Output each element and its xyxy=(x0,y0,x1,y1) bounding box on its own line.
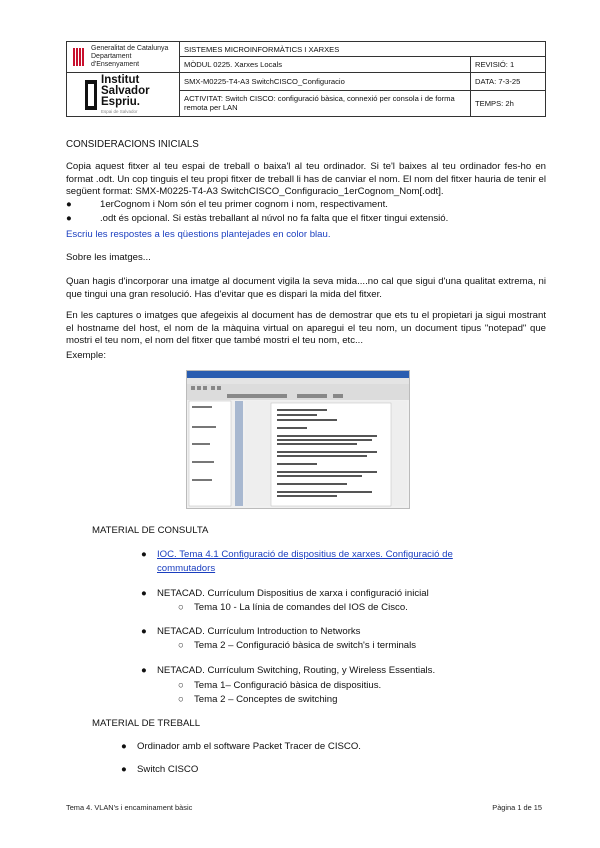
generalitat-line-1: Generalitat de Catalunya xyxy=(91,45,169,52)
list-item xyxy=(157,562,215,575)
sub-item-text: Tema 2 – Conceptes de switching xyxy=(194,694,338,705)
generalitat-logo xyxy=(67,42,180,73)
sub-item-text: Tema 10 - La línia de comandes del IOS de Cisco. xyxy=(194,602,408,613)
paragraph-image-size: Quan hagis d'incorporar una imatge al document vigila la seva mida....no cal que sigui d'una qualitat extrema, ni que tingui una gran resolució. Has d'evitar que es dispari la mida del fitxer. xyxy=(66,276,546,300)
header-activity-code: SMX-M0225-T4-A3 SwitchCISCO_Configuracio xyxy=(180,73,471,91)
institut-subtext: Espai de Salvador xyxy=(101,109,138,114)
list-item-text: NETACAD. Currículum Dispositius de xarxa i configuració inicial xyxy=(157,588,429,599)
example-screenshot-graphic xyxy=(187,371,409,508)
bullet-icon: ● xyxy=(66,199,72,210)
paragraph-image-ownership: En les captures o imatges que afegeixis al document has de demostrar que ets tu el propietari ja sigui mostrant el hostname del host, el nom de la màquina virtual on aparegui el teu nom, un document tipus "notepad" que mostri el teu nom, el nom del fitxer que també mostri el teu nom, etc... xyxy=(66,310,546,347)
bullet-text: .odt és opcional. Si estàs treballant al núvol no fa falta que el fitxer tingui extensió. xyxy=(100,213,449,224)
list-item-text: NETACAD. Currículum Switching, Routing, y Wireless Essentials. xyxy=(157,665,436,676)
header-revision: REVISIÓ: 1 xyxy=(471,57,546,73)
header-table xyxy=(66,41,546,117)
list-item xyxy=(178,679,382,692)
list-item xyxy=(121,763,199,776)
footer-page-number: Pàgina 1 de 15 xyxy=(492,803,542,812)
header-time: TEMPS: 2h xyxy=(471,90,546,116)
bullet-icon: ● xyxy=(141,665,147,676)
sub-bullet-icon: ○ xyxy=(178,680,184,691)
list-item xyxy=(141,548,453,561)
generalitat-line-2: Departament xyxy=(91,53,132,60)
generalitat-line-3: d'Ensenyament xyxy=(91,61,140,68)
bullet-text: 1erCognom i Nom són el teu primer cognom i nom, respectivament. xyxy=(100,199,388,210)
list-item-text: Switch CISCO xyxy=(137,764,199,775)
header-date: DATA: 7-3-25 xyxy=(471,73,546,91)
section-title-consulta: MATERIAL DE CONSULTA xyxy=(92,525,209,536)
example-screenshot xyxy=(186,370,410,509)
footer-topic: Tema 4. VLAN's i encaminament bàsic xyxy=(66,803,193,812)
header-subject: SISTEMES MICROINFORMÀTICS I XARXES xyxy=(180,42,546,57)
bullet-icon: ● xyxy=(141,588,147,599)
sub-item-text: Tema 1– Configuració bàsica de dispositius. xyxy=(194,680,382,691)
bullet-icon: ● xyxy=(121,741,127,752)
bullet-icon: ● xyxy=(141,626,147,637)
header-activity-title: ACTIVITAT: Switch CISCO: configuració bàsica, connexió per consola i de forma remota per LAN xyxy=(180,90,471,116)
paragraph-intro: Copia aquest fitxer al teu espai de treball o baixa'l al teu ordinador. Si te'l baixes al teu ordinador fes-ho en format .odt. Un cop tinguis el teu propi fitxer de treball li has de canviar el nom. El nom del fitxer hauria de tenir el següent format: SMX-M0225-T4-A3 SwitchCISCO_Configuracio_1erCognom_Nom[.odt]. xyxy=(66,161,546,198)
list-item xyxy=(141,664,436,677)
list-item xyxy=(178,693,338,706)
header-module: MÒDUL 0225. Xarxes Locals xyxy=(180,57,471,73)
section-title-considerations: CONSIDERACIONS INICIALS xyxy=(66,139,199,150)
blue-instruction: Escriu les respostes a les qüestions plantejades en color blau. xyxy=(66,229,331,240)
institut-line-2: Salvador xyxy=(101,85,150,97)
list-item xyxy=(141,587,429,600)
sub-item-text: Tema 2 – Configuració bàsica de switch's i terminals xyxy=(194,640,417,651)
section-title-images: Sobre les imatges... xyxy=(66,252,151,263)
ioc-link[interactable]: IOC. Tema 4.1 Configuració de dispositius de xarxes. Configuració de xyxy=(157,549,453,560)
list-item xyxy=(178,601,408,614)
bullet-icon: ● xyxy=(66,213,72,224)
institut-mark-icon xyxy=(85,80,97,110)
sub-bullet-icon: ○ xyxy=(178,602,184,613)
list-item xyxy=(121,740,361,753)
bullet-icon: ● xyxy=(141,549,147,560)
institut-line-1: Institut xyxy=(101,74,140,86)
institut-line-3: Espriu. xyxy=(101,96,140,108)
generalitat-emblem-icon xyxy=(71,46,87,68)
sub-bullet-icon: ○ xyxy=(178,694,184,705)
sub-bullet-icon: ○ xyxy=(178,640,184,651)
section-title-treball: MATERIAL DE TREBALL xyxy=(92,718,201,729)
list-item-text: NETACAD. Currículum Introduction to Networks xyxy=(157,626,361,637)
example-label: Exemple: xyxy=(66,350,106,361)
bullet-icon: ● xyxy=(121,764,127,775)
list-item xyxy=(178,639,417,652)
ioc-link-continued[interactable]: commutadors xyxy=(157,563,216,574)
institut-logo xyxy=(67,73,180,117)
list-item xyxy=(141,625,361,638)
list-item-text: Ordinador amb el software Packet Tracer de CISCO. xyxy=(137,741,361,752)
